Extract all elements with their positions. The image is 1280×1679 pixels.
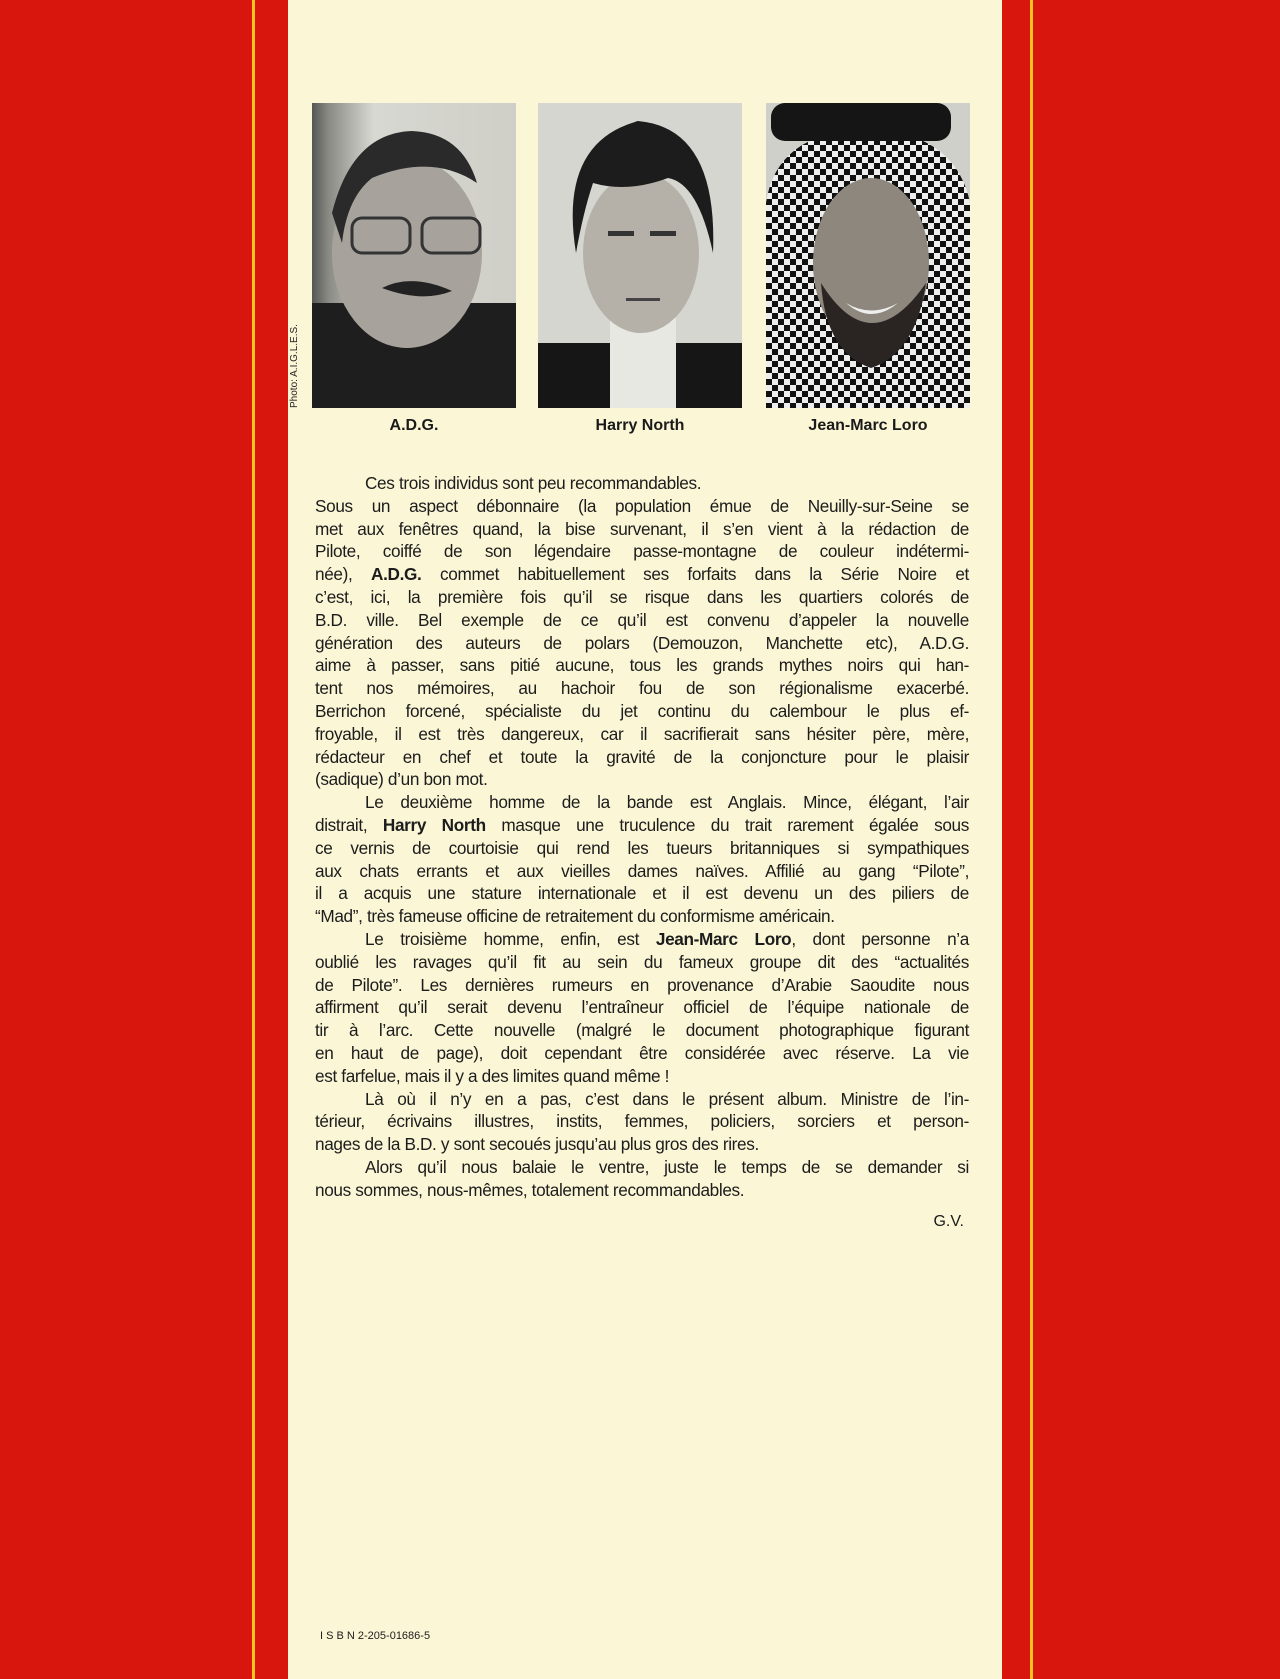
text-line: c’est, ici, la première fois qu’il se risque dans les quartiers colorés de xyxy=(315,586,969,607)
text-line: génération des auteurs de polars (Demouzon, Manchette etc), A.D.G. xyxy=(315,632,969,653)
left-yellow-stripe xyxy=(252,0,255,1679)
right-yellow-stripe xyxy=(1030,0,1033,1679)
text-line: aux chats errants et aux vieilles dames naïves. Affilié au gang “Pilote”, xyxy=(315,860,969,881)
text-line: térieur, écrivains illustres, instits, femmes, policiers, sorciers et person- xyxy=(315,1111,969,1132)
photo-jean-marc-loro xyxy=(766,103,970,408)
text-line: rédacteur en chef et toute la gravité de la conjoncture pour le plaisir xyxy=(315,746,969,767)
text-line: (sadique) d’un bon mot. xyxy=(315,769,488,790)
text-line: Le deuxième homme de la bande est Anglais. Mince, élégant, l’air xyxy=(365,792,969,813)
text-line: en haut de page), doit cependant être considérée avec réserve. La vie xyxy=(315,1042,969,1063)
text-line: froyable, il est très dangereux, car il sacrifierait sans hésiter père, mère, xyxy=(315,723,969,744)
text-line: “Mad”, très fameuse officine de retraitement du conformisme américain. xyxy=(315,906,835,927)
blurb-text xyxy=(315,472,969,1202)
author-name-bold: A.D.G. xyxy=(371,564,422,585)
text-line: Pilote, coiffé de son légendaire passe-montagne de couleur indétermi- xyxy=(315,541,969,562)
text-line: nages de la B.D. y sont secoués jusqu’au plus gros des rires. xyxy=(315,1134,759,1155)
text-line: affirment qu’il serait devenu l’entraîneur officiel de l’équipe nationale de xyxy=(315,997,969,1018)
text-line: Sous un aspect débonnaire (la population émue de Neuilly-sur-Seine se xyxy=(315,495,969,516)
text-line: est farfelue, mais il y a des limites quand même ! xyxy=(315,1065,670,1086)
text-line: ce vernis de courtoisie qui rend les tueurs britanniques si sympathiques xyxy=(315,837,969,858)
text-line xyxy=(315,563,969,586)
text-line: B.D. ville. Bel exemple de ce qu’il est convenu d’appeler la nouvelle xyxy=(315,609,969,630)
text-line: nous sommes, nous-mêmes, totalement recommandables. xyxy=(315,1179,745,1200)
photo-credit: Photo: A.I.G.L.E.S. xyxy=(289,324,300,408)
text-segment: commet habituellement ses forfaits dans la Série Noire et xyxy=(421,564,969,585)
text-segment: distrait, xyxy=(315,814,383,835)
text-line xyxy=(315,928,969,951)
caption-harry-north: Harry North xyxy=(595,417,685,434)
text-segment: Le troisième homme, enfin, est xyxy=(365,928,656,949)
signature: G.V. xyxy=(933,1213,964,1230)
caption-jean-marc-loro: Jean-Marc Loro xyxy=(808,417,928,434)
text-line: tir à l’arc. Cette nouvelle (malgré le document photographique figurant xyxy=(315,1020,969,1041)
text-line xyxy=(315,814,969,837)
text-line: Alors qu’il nous balaie le ventre, juste le temps de se demander si xyxy=(365,1156,969,1177)
text-segment: masque une truculence du trait rarement égalée sous xyxy=(485,814,970,835)
text-line: Là où il n’y en a pas, c’est dans le présent album. Ministre de l’in- xyxy=(365,1088,969,1109)
text-line: Berrichon forcené, spécialiste du jet continu du calembour le plus ef- xyxy=(315,700,969,721)
text-line: il a acquis une stature internationale et il est devenu un des piliers de xyxy=(315,883,969,904)
text-line: de Pilote”. Les dernières rumeurs en provenance d’Arabie Saoudite nous xyxy=(315,974,969,995)
author-name-bold: Harry North xyxy=(382,814,486,835)
text-line: Ces trois individus sont peu recommandables. xyxy=(365,473,702,493)
text-line: met aux fenêtres quand, la bise survenant, il s’en vient à la rédaction de xyxy=(315,518,969,539)
photo-harry-north xyxy=(538,103,742,408)
text-line: aime à passer, sans pitié aucune, tous les grands mythes noirs qui han- xyxy=(315,655,969,676)
text-segment: née), xyxy=(315,564,372,585)
caption-adg: A.D.G. xyxy=(389,417,439,434)
isbn: I S B N 2-205-01686-5 xyxy=(320,1630,431,1642)
photo-adg xyxy=(312,103,516,408)
text-line: oublié les ravages qu’il fit au sein du fameux groupe dit des “actualités xyxy=(315,951,969,972)
text-line: tent nos mémoires, au hachoir fou de son régionalisme exacerbé. xyxy=(315,678,969,699)
text-segment: , dont personne n’a xyxy=(791,928,969,949)
author-name-bold: Jean-Marc Loro xyxy=(655,928,792,949)
